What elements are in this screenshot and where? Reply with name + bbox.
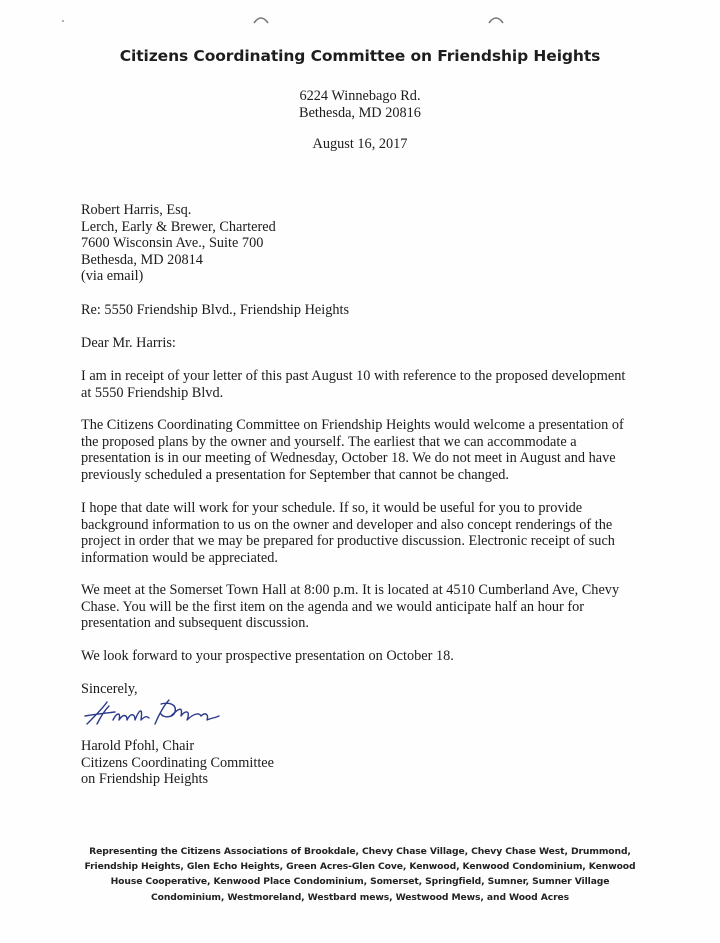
paragraph-line: I am in receipt of your letter of this past August 10 with reference to the proposed development: [81, 368, 626, 384]
organization-title: Citizens Coordinating Committee on Friendship Heights: [119, 47, 601, 65]
scan-speck: [62, 20, 64, 22]
recipient-block: [81, 202, 276, 285]
paragraph: [81, 417, 637, 483]
closing: Sincerely,: [81, 681, 138, 697]
paragraph-line: information would be appreciated.: [81, 549, 278, 566]
recipient-line: Robert Harris, Esq.: [81, 202, 192, 218]
footer-line: Representing the Citizens Associations of Brookdale, Chevy Chase Village, Chevy Chase West, Drummond,: [89, 846, 631, 857]
paragraph-line: We look forward to your prospective presentation on October 18.: [81, 648, 454, 664]
paragraph-line: The Citizens Coordinating Committee on Friendship Heights would welcome a presentation of: [81, 417, 624, 433]
address-line: Bethesda, MD 20816: [299, 104, 421, 121]
address-line: 6224 Winnebago Rd.: [299, 88, 421, 104]
paragraph: [81, 648, 637, 665]
signer-line: Harold Pfohl, Chair: [81, 738, 195, 754]
paragraph: [81, 582, 637, 632]
paragraph: [81, 368, 637, 401]
recipient-line: (via email): [81, 268, 144, 285]
subject-line: Re: 5550 Friendship Blvd., Friendship Heights: [81, 302, 350, 318]
paragraph-line: previously scheduled a presentation for September that cannot be changed.: [81, 466, 509, 483]
paragraph-line: We meet at the Somerset Town Hall at 8:00 p.m. It is located at 4510 Cumberland Ave, Chevy: [81, 582, 620, 598]
paragraph-line: at 5550 Friendship Blvd.: [81, 384, 224, 401]
signer-block: [81, 738, 274, 788]
punch-hole-right-icon: [487, 14, 505, 24]
footer-line: House Cooperative, Kenwood Place Condominium, Somerset, Springfield, Sumner, Sumner Village: [110, 876, 610, 888]
signer-line: on Friendship Heights: [81, 771, 209, 788]
paragraph-line: presentation and subsequent discussion.: [81, 615, 309, 632]
signature: [83, 694, 223, 736]
recipient-line: Bethesda, MD 20814: [81, 251, 203, 268]
signer-line: Citizens Coordinating Committee: [81, 754, 274, 771]
recipient-line: 7600 Wisconsin Ave., Suite 700: [81, 235, 264, 252]
paragraph: [81, 500, 637, 566]
salutation: Dear Mr. Harris:: [81, 335, 176, 351]
letter-date: August 16, 2017: [312, 136, 408, 152]
paragraph-line: the proposed plans by the owner and yourself. The earliest that we can accommodate a: [81, 433, 577, 450]
footer-associations: [70, 844, 650, 905]
footer-line: Friendship Heights, Glen Echo Heights, Green Acres-Glen Cove, Kenwood, Kenwood Condominium, Kenwood: [84, 861, 636, 873]
paragraph-line: Chase. You will be the first item on the agenda and we would anticipate half an hour for: [81, 598, 585, 615]
paragraph-line: I hope that date will work for your schedule. If so, it would be useful for you to provide: [81, 500, 583, 516]
paragraph-line: project in order that we may be prepared for productive discussion. Electronic receipt of such: [81, 533, 615, 550]
sender-address: [240, 88, 480, 121]
footer-line: Condominium, Westmoreland, Westbard mews, Westwood Mews, and Wood Acres: [150, 891, 570, 903]
recipient-line: Lerch, Early & Brewer, Chartered: [81, 218, 276, 235]
paragraph-line: presentation is in our meeting of Wednesday, October 18. We do not meet in August and have: [81, 450, 616, 467]
punch-hole-left-icon: [252, 14, 270, 24]
paragraph-line: background information to us on the owner and developer and also concept renderings of the: [81, 516, 613, 533]
